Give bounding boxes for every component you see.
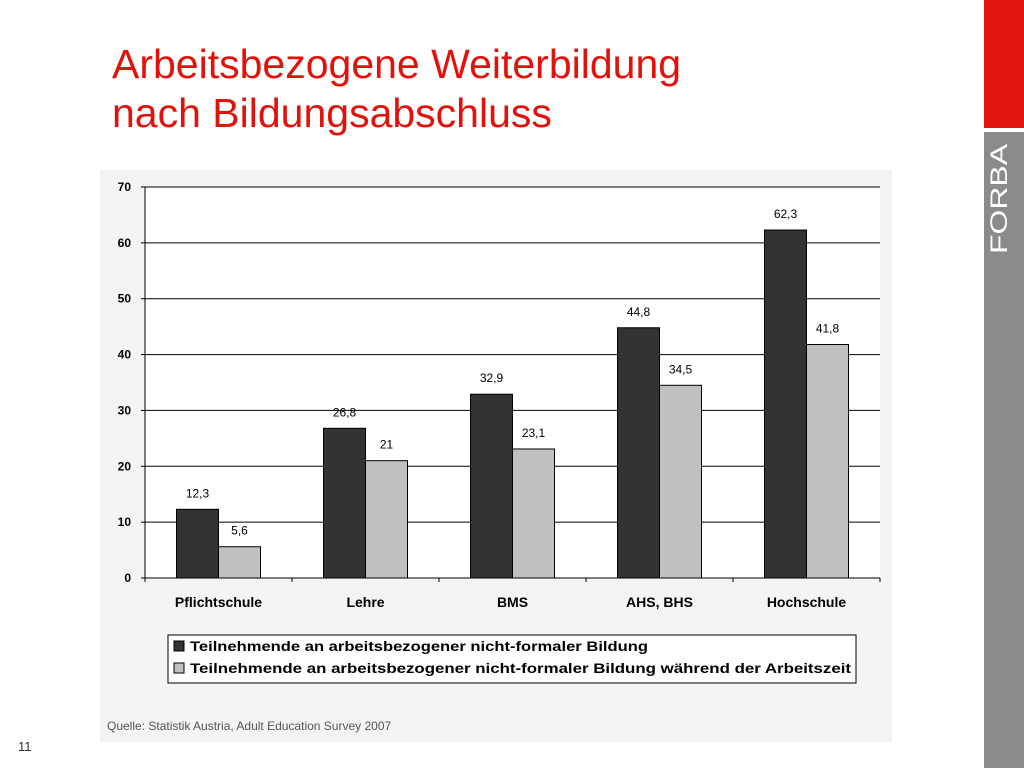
- legend-label: Teilnehmende an arbeitsbezogener nicht-formaler Bildung: [190, 638, 648, 654]
- forba-logo: [984, 132, 1024, 262]
- bar-series-2: [807, 345, 849, 578]
- y-tick-label: 10: [117, 515, 131, 530]
- source-note: Quelle: Statistik Austria, Adult Education Survey 2007: [107, 719, 392, 733]
- y-tick-label: 50: [117, 291, 131, 306]
- data-label: 41,8: [815, 321, 840, 336]
- bar-series-1: [618, 328, 660, 578]
- bar-series-2: [366, 461, 408, 578]
- data-label: 44,8: [626, 304, 651, 319]
- chart-panel: [100, 170, 892, 742]
- data-label: 26,8: [332, 405, 357, 420]
- bar-series-1: [177, 509, 219, 578]
- data-label: 62,3: [773, 207, 798, 222]
- bar-chart: [100, 170, 892, 742]
- data-label: 21: [379, 437, 394, 452]
- data-label: 32,9: [479, 371, 504, 386]
- x-category-label: BMS: [496, 594, 529, 610]
- y-tick-label: 70: [117, 180, 131, 194]
- legend-swatch: [174, 663, 184, 673]
- side-bar-red: [984, 0, 1024, 128]
- title-line-2: nach Bildungsabschluss: [112, 90, 552, 136]
- x-category-label: Pflichtschule: [174, 594, 263, 610]
- x-category-label: AHS, BHS: [626, 594, 693, 610]
- data-label: 12,3: [185, 486, 210, 501]
- forba-logo-text: FORBA: [986, 171, 1013, 254]
- page-number: 11: [18, 739, 32, 754]
- bar-series-2: [660, 385, 702, 578]
- y-tick-label: 40: [117, 347, 131, 362]
- title-line-1: Arbeitsbezogene Weiterbildung: [112, 41, 682, 87]
- y-tick-label: 20: [117, 459, 131, 474]
- data-label: 23,1: [521, 425, 546, 440]
- bar-series-1: [324, 428, 366, 578]
- y-tick-label: 30: [117, 403, 131, 418]
- data-label: 34,5: [668, 362, 693, 377]
- bar-series-1: [471, 394, 513, 578]
- bar-series-2: [513, 449, 555, 578]
- y-tick-label: 0: [124, 571, 131, 585]
- slide-title: [112, 40, 952, 138]
- x-category-label: Hochschule: [766, 594, 847, 610]
- bar-series-2: [219, 547, 261, 578]
- x-category-label: Lehre: [346, 594, 385, 610]
- legend-swatch: [174, 641, 184, 651]
- bar-series-1: [765, 230, 807, 578]
- y-tick-label: 60: [117, 235, 131, 250]
- data-label: 5,6: [231, 523, 248, 538]
- legend-label: Teilnehmende an arbeitsbezogener nicht-formaler Bildung während der Arbeitszeit: [190, 660, 852, 676]
